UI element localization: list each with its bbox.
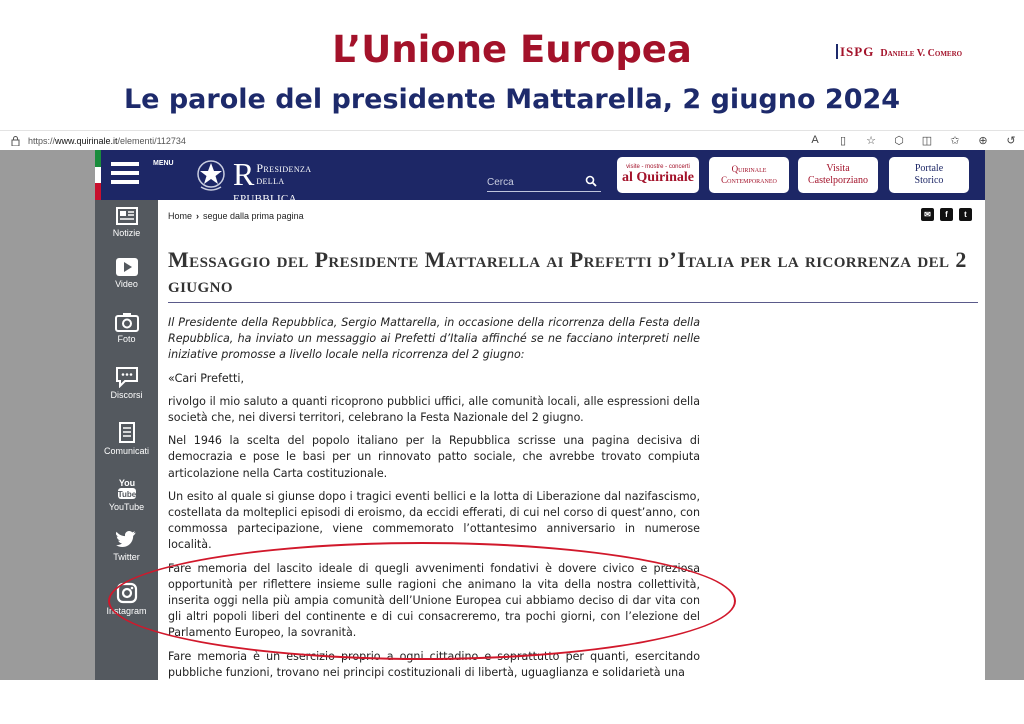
search-icon[interactable] — [585, 175, 597, 187]
favorite-icon[interactable]: ☆ — [866, 134, 876, 147]
site-header — [95, 150, 985, 206]
search-input[interactable] — [487, 174, 577, 192]
breadcrumb-home[interactable]: Home — [168, 211, 193, 221]
quirinale-contemporaneo-button[interactable] — [709, 157, 789, 193]
logo-line2: epubblica — [233, 189, 297, 206]
logo-initial: R — [233, 156, 255, 192]
slide-title: L’Unione Europea — [332, 28, 692, 71]
camera-icon — [115, 312, 139, 332]
facebook-icon[interactable]: f — [940, 208, 953, 221]
lock-icon[interactable] — [10, 136, 20, 146]
favorites-bar-icon[interactable]: ✩ — [950, 134, 960, 147]
browser-address-bar[interactable] — [0, 130, 1024, 150]
portale-storico-button[interactable] — [889, 157, 969, 193]
article-paragraph: Nel 1946 la scelta del popolo italiano per la Repubblica scrisse una pagina decisiva di democrazia e pose le basi per un rinnovato patto sociale, che avrebbe trovato compiuta articolazione nella Carta costituzionale. — [168, 434, 700, 480]
browser-viewport — [0, 150, 1024, 680]
article-body — [168, 315, 700, 680]
read-aloud-icon[interactable]: A — [811, 134, 819, 146]
document-icon — [115, 422, 139, 444]
instagram-icon — [116, 582, 138, 604]
split-screen-icon[interactable]: ◫ — [921, 134, 933, 147]
play-icon — [115, 257, 139, 277]
speech-bubble-icon — [115, 366, 139, 388]
contemporaneo-line2: Contemporaneo — [721, 175, 777, 185]
menu-label[interactable] — [153, 160, 174, 167]
rail-label-discorsi: Discorsi — [110, 390, 143, 400]
al-quirinale-label: al Quirinale — [622, 170, 694, 185]
browser-toolbar — [808, 133, 1018, 147]
rail-item-instagram[interactable] — [95, 582, 158, 632]
rail-item-comunicati[interactable] — [95, 422, 158, 472]
rail-item-video[interactable] — [95, 257, 158, 307]
castelporziano-line1: Visita — [826, 163, 850, 174]
url-path: /elementi/112734 — [117, 135, 186, 146]
rail-item-youtube[interactable] — [95, 476, 158, 526]
share-buttons — [921, 208, 972, 221]
rail-label-notizie: Notizie — [112, 228, 141, 238]
section-rail — [95, 200, 158, 680]
portale-line1: Portale — [914, 163, 944, 174]
rail-item-foto[interactable] — [95, 312, 158, 362]
breadcrumb — [168, 211, 304, 221]
al-quirinale-kicker: visite - mostre - concerti — [626, 164, 690, 170]
hamburger-menu-button[interactable] — [111, 162, 139, 186]
slide-subtitle: Le parole del presidente Mattarella, 2 giugno 2024 — [123, 84, 901, 115]
republic-emblem-icon — [195, 157, 227, 193]
menu-label-text: MENU — [153, 160, 174, 167]
visita-castelporziano-button[interactable] — [798, 157, 878, 193]
article-lead: Il Presidente della Repubblica, Sergio Mattarella, in occasione della ricorrenza della Festa della Repubblica, ha inviato un messaggio ai Prefetti d’Italia affinché se ne facciano interpreti nelle iniziative promosse a livello locale nella ricorrenza del 2 giugno: — [168, 316, 700, 362]
site-search — [487, 172, 601, 192]
extensions-icon[interactable]: ⬡ — [894, 134, 904, 147]
breadcrumb-chevron-icon: › — [196, 211, 200, 221]
rail-item-twitter[interactable] — [95, 530, 158, 580]
article-title: Messaggio del Presidente Mattarella ai Prefetti d’Italia per la ricorrenza del 2 giugno — [168, 247, 978, 303]
rail-item-discorsi[interactable] — [95, 366, 158, 416]
rail-item-notizie[interactable] — [95, 206, 158, 256]
article-paragraph: Un esito al quale si giunse dopo i tragici eventi bellici e la lotta di Liberazione dal nazifascismo, costellata da molteplici episodi di eroismo, da eccidi efferati, di cui nel corso di quest’anno, con commossa partecipazione, viene commemorato l’ottantesimo anniversario in numerose località. — [168, 489, 700, 552]
article-salutation: «Cari Prefetti, — [168, 371, 244, 385]
article-paragraph-highlighted: Fare memoria del lascito ideale di quegli avvenimenti fondativi è dovere civico e preziosa opportunità per riflettere insieme sulle ragioni che animano la vita della nostra collettività, inserita oggi nella più ampia comunità dell’Unione Europea cui abbiamo deciso di dar vita con gli altri popoli liberi del continente e di cui consacreremo, tra pochi giorni, con l’elezione del Parlamento Europeo, la sovranità. — [168, 561, 700, 640]
svg-text:You: You — [118, 478, 135, 488]
article-paragraph: Fare memoria è un esercizio proprio a ogni cittadino e soprattutto per quanti, esercitando pubbliche funzioni, trovano nei principi costituzionali di libertà, uguaglianza e solidarietà una — [168, 649, 700, 679]
quirinale-site — [95, 150, 985, 680]
contemporaneo-line1: Quirinale — [731, 164, 767, 174]
rail-label-twitter: Twitter — [113, 552, 140, 562]
youtube-icon — [115, 476, 139, 500]
article-paragraph: rivolgo il mio saluto a quanti ricoprono pubblici uffici, alle comunità locali, alle espressioni della società che, nei diversi territori, celebrano la Festa Nazionale del 2 giugno. — [168, 394, 700, 425]
site-logo[interactable] — [233, 156, 320, 206]
rail-label-youtube: YouTube — [108, 502, 145, 512]
rail-label-instagram: Instagram — [106, 606, 147, 616]
brand-ispg: ISPG — [836, 44, 874, 59]
italian-flag-stripe — [95, 150, 101, 200]
svg-text:Tube: Tube — [117, 490, 136, 499]
history-icon[interactable]: ↺ — [1006, 134, 1016, 147]
author-brand — [836, 44, 962, 60]
twitter-icon — [115, 530, 139, 550]
rail-label-comunicati: Comunicati — [103, 446, 150, 456]
url-scheme: https:// — [28, 135, 56, 146]
logo-line1: residenza della — [256, 161, 312, 187]
url-host: www.quirinale.it — [55, 135, 118, 146]
brand-author: Daniele V. Comero — [880, 48, 963, 59]
castelporziano-line2: Castelporziano — [808, 175, 868, 186]
rail-label-foto: Foto — [117, 334, 136, 344]
email-icon[interactable]: ✉ — [921, 208, 934, 221]
logo-prefix: P — [256, 161, 264, 175]
breadcrumb-current: segue dalla prima pagina — [203, 211, 304, 221]
al-quirinale-button[interactable] — [617, 157, 699, 193]
twitter-icon[interactable]: t — [959, 208, 972, 221]
newspaper-icon — [115, 206, 139, 226]
url-text[interactable] — [28, 136, 186, 146]
rail-label-video: Video — [115, 279, 138, 289]
reader-view-icon[interactable]: ▯ — [839, 134, 847, 147]
portale-line2: Storico — [914, 175, 944, 186]
collections-icon[interactable]: ⊕ — [978, 134, 988, 147]
